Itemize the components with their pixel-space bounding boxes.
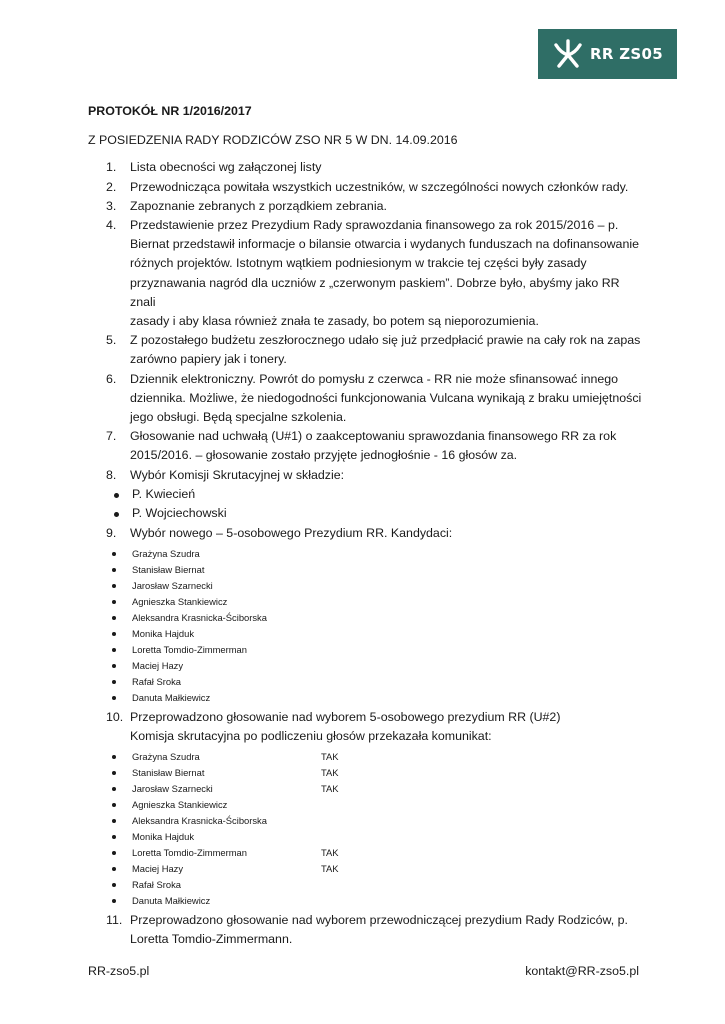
document-subtitle: Z POSIEDZENIA RADY RODZICÓW ZSO NR 5 W DN. 14.09.2016 — [88, 133, 458, 148]
candidate — [88, 642, 648, 658]
bullet-icon — [112, 616, 116, 620]
result-vote: TAK — [321, 751, 339, 763]
rr-logo-icon — [552, 39, 584, 69]
bullet-icon — [112, 787, 116, 791]
candidate — [88, 594, 648, 610]
item-number: 6. — [106, 371, 117, 386]
bullet-icon — [112, 632, 116, 636]
result-vote: TAK — [321, 863, 339, 875]
result-name: Loretta Tomdio-Zimmerman — [132, 847, 247, 859]
candidate-name: Jarosław Szarnecki — [132, 579, 213, 591]
list-item — [88, 216, 648, 331]
item-line: zarówno papiery jak i tonery. — [130, 352, 287, 367]
candidate — [88, 546, 648, 562]
candidate — [88, 610, 648, 626]
logo-text: RR ZS05 — [590, 45, 663, 63]
list-item — [88, 708, 648, 746]
bullet-icon — [112, 851, 116, 855]
result-row — [88, 797, 648, 813]
result-name: Monika Hajduk — [132, 831, 195, 843]
result-row — [88, 765, 648, 781]
commission-member — [88, 485, 648, 504]
item-line: Głosowanie nad uchwałą (U#1) o zaakceptowaniu sprawozdania finansowego RR za rok — [130, 429, 617, 444]
agenda-list-continued — [88, 911, 648, 949]
item-number: 2. — [106, 179, 117, 194]
candidate-name: Maciej Hazy — [132, 659, 184, 671]
item-line: Komisja skrutacyjna po podliczeniu głosów przekazała komunikat: — [130, 729, 492, 744]
result-name: Danuta Małkiewicz — [132, 895, 211, 907]
candidate-name: Stanisław Biernat — [132, 563, 205, 575]
footer-website: RR-zso5.pl — [88, 964, 150, 978]
item-line: Biernat przedstawił informacje o bilansie otwarcia i wydanych funduszach na dofinansowanie — [130, 237, 639, 252]
item-line: zasady i aby klasa również znała te zasady, bo potem są nieporozumienia. — [130, 314, 539, 329]
result-row — [88, 829, 648, 845]
item-line: przyznawania nagród dla uczniów z „czerwonym paskiem”. Dobrze było, abyśmy jako RR znali — [130, 275, 620, 309]
bullet-icon — [114, 512, 119, 517]
item-number: 11. — [106, 913, 123, 928]
item-line: 2015/2016. – głosowanie zostało przyjęte jednogłośnie - 16 głosów za. — [130, 448, 518, 463]
candidates-list — [88, 546, 648, 706]
bullet-icon — [112, 680, 116, 684]
candidate — [88, 690, 648, 706]
list-item — [88, 427, 648, 465]
bullet-icon — [112, 584, 116, 588]
list-item — [88, 331, 648, 369]
result-vote: TAK — [321, 783, 339, 795]
item-number: 10. — [106, 709, 124, 724]
item-line: jego obsługi. Będą specjalne szkolenia. — [130, 410, 347, 425]
candidate-name: Monika Hajduk — [132, 627, 195, 639]
footer-email: kontakt@RR-zso5.pl — [525, 964, 639, 978]
result-name: Rafał Sroka — [132, 879, 181, 891]
candidate-name: Loretta Tomdio-Zimmerman — [132, 643, 247, 655]
agenda-list-continued — [88, 708, 648, 746]
results-list — [88, 749, 648, 909]
logo — [538, 29, 677, 79]
commission-list — [88, 485, 648, 524]
candidate — [88, 674, 648, 690]
result-name: Agnieszka Stankiewicz — [132, 799, 228, 811]
result-row — [88, 893, 648, 909]
item-number: 4. — [106, 218, 117, 233]
bullet-icon — [112, 568, 116, 572]
candidate-name: Grażyna Szudra — [132, 547, 200, 559]
bullet-icon — [112, 696, 116, 700]
result-row — [88, 861, 648, 877]
result-name: Jarosław Szarnecki — [132, 783, 213, 795]
item-line: różnych projektów. Istotnym wątkiem podniesionym w trakcie tej części były zasady — [130, 256, 587, 271]
item-number: 1. — [106, 160, 117, 175]
bullet-icon — [112, 648, 116, 652]
candidate — [88, 578, 648, 594]
document-body — [88, 102, 648, 950]
item-line: dziennika. Możliwe, że niedogodności funkcjonowania Vulcana wynikają z braku umiejętności — [130, 390, 642, 405]
agenda-list — [88, 158, 648, 484]
result-row — [88, 813, 648, 829]
item-text: Przewodnicząca powitała wszystkich uczestników, w szczególności nowych członków rady. — [130, 179, 629, 194]
bullet-icon — [112, 771, 116, 775]
candidate-name: Aleksandra Krasnicka-Ściborska — [132, 611, 267, 623]
candidate — [88, 562, 648, 578]
result-vote: TAK — [321, 847, 339, 859]
result-row — [88, 781, 648, 797]
bullet-icon — [112, 755, 116, 759]
list-item — [88, 466, 648, 485]
item-line: Przeprowadzono głosowanie nad wyborem 5-osobowego prezydium RR (U#2) — [130, 709, 561, 724]
bullet-icon — [112, 803, 116, 807]
bullet-icon — [112, 883, 116, 887]
item-line: Dziennik elektroniczny. Powrót do pomysłu z czerwca - RR nie może sfinansować innego — [130, 371, 619, 386]
item-text: Zapoznanie zebranych z porządkiem zebrania. — [130, 198, 387, 213]
result-name: Aleksandra Krasnicka-Ściborska — [132, 815, 267, 827]
result-name: Grażyna Szudra — [132, 751, 200, 763]
candidate-name: Rafał Sroka — [132, 675, 181, 687]
bullet-icon — [112, 835, 116, 839]
agenda-list-continued — [88, 524, 648, 543]
result-row — [88, 845, 648, 861]
list-item — [88, 197, 648, 216]
item-number: 9. — [106, 525, 117, 540]
bullet-icon — [112, 552, 116, 556]
bullet-icon — [112, 664, 116, 668]
bullet-icon — [112, 867, 116, 871]
list-item — [88, 178, 648, 197]
result-vote: TAK — [321, 767, 339, 779]
member-name: P. Kwiecień — [132, 486, 196, 501]
item-text: Wybór nowego – 5-osobowego Prezydium RR. Kandydaci: — [130, 525, 453, 540]
result-name: Stanisław Biernat — [132, 767, 205, 779]
item-text: Lista obecności wg załączonej listy — [130, 160, 322, 175]
item-text: Wybór Komisji Skrutacyjnej w składzie: — [130, 467, 345, 482]
bullet-icon — [112, 899, 116, 903]
candidate — [88, 658, 648, 674]
document-title: PROTOKÓŁ NR 1/2016/2017 — [88, 104, 252, 118]
candidate-name: Agnieszka Stankiewicz — [132, 595, 228, 607]
list-item — [88, 370, 648, 428]
list-item — [88, 524, 648, 543]
item-line: Przedstawienie przez Prezydium Rady sprawozdania finansowego za rok 2015/2016 – p. — [130, 218, 619, 233]
item-number: 8. — [106, 467, 117, 482]
list-item — [88, 911, 648, 949]
candidate-name: Danuta Małkiewicz — [132, 691, 211, 703]
result-name: Maciej Hazy — [132, 863, 184, 875]
commission-member — [88, 504, 648, 523]
bullet-icon — [112, 819, 116, 823]
bullet-icon — [114, 493, 119, 498]
item-line: Przeprowadzono głosowanie nad wyborem przewodniczącej prezydium Rady Rodziców, p. — [130, 913, 628, 928]
result-row — [88, 877, 648, 893]
bullet-icon — [112, 600, 116, 604]
list-item — [88, 158, 648, 177]
item-number: 3. — [106, 198, 117, 213]
item-line: Z pozostałego budżetu zeszłorocznego udało się już przedpłacić prawie na cały rok na zapas — [130, 333, 641, 348]
candidate — [88, 626, 648, 642]
item-number: 7. — [106, 429, 117, 444]
result-row — [88, 749, 648, 765]
item-line: Loretta Tomdio-Zimmermann. — [130, 932, 293, 947]
member-name: P. Wojciechowski — [132, 506, 227, 521]
item-number: 5. — [106, 333, 117, 348]
